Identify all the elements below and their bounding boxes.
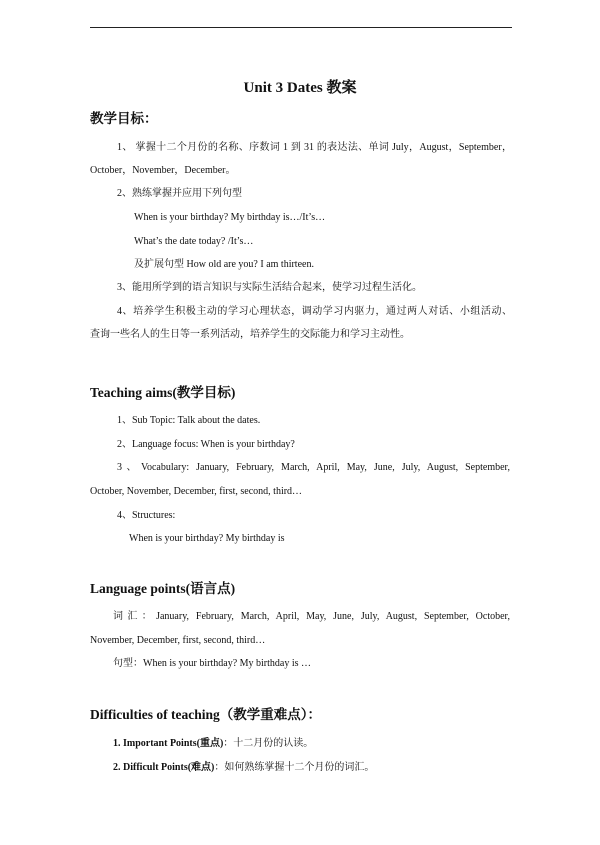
cn-aims-item1-line1: 1、 掌握十二个月份的名称、序数词 1 到 31 的表达法、单词 July，August，September，: [117, 142, 512, 153]
teaching-aims-item2: 2、Language focus: When is your birthday?: [117, 439, 295, 450]
difficult-text: ：如何熟练掌握十二个月份的词汇。: [214, 762, 375, 773]
cn-aims-item4-line2: 查询一些名人的生日等一系列活动，培养学生的交际能力和学习主动性。: [90, 329, 410, 340]
difficult-label: 2. Difficult Points(难点): [113, 762, 215, 773]
cn-aims-pattern3: 及扩展句型 How old are you? I am thirteen.: [134, 259, 314, 270]
teaching-aims-item3-line1: 3、Vocabulary: January, February, March, April, May, June, July, August, September,: [117, 462, 510, 473]
teaching-aims-heading: Teaching aims(教学目标): [90, 385, 236, 400]
top-rule: [90, 27, 512, 28]
language-points-vocab-line2: November, December, first, second, third…: [90, 635, 266, 646]
teaching-aims-item1: 1、Sub Topic: Talk about the dates.: [117, 415, 261, 426]
teaching-aims-structure: When is your birthday? My birthday is: [129, 533, 285, 544]
teaching-aims-item3-line2: October, November, December, first, second, third…: [90, 486, 303, 497]
teaching-aims-item4: 4、Structures:: [117, 510, 176, 521]
difficulties-difficult: [113, 761, 374, 775]
cn-aims-heading: 教学目标：: [90, 111, 158, 126]
page-title: Unit 3 Dates 教案: [243, 80, 357, 96]
cn-aims-pattern2: What’s the date today? /It’s…: [134, 236, 254, 247]
difficulties-important: [113, 737, 313, 751]
important-text: ：十二月份的认读。: [223, 738, 314, 749]
cn-aims-item3: 3、能用所学到的语言知识与实际生活结合起来，使学习过程生活化。: [117, 282, 422, 293]
cn-aims-pattern1: When is your birthday? My birthday is…/It’s…: [134, 212, 326, 223]
important-label: 1. Important Points(重点): [113, 738, 224, 749]
language-points-heading: Language points(语言点): [90, 581, 236, 596]
cn-aims-item1-line2: October，November，December。: [90, 165, 236, 176]
difficulties-heading: Difficulties of teaching（教学重难点）：: [90, 707, 321, 722]
cn-aims-item4-line1: 4、培养学生积极主动的学习心理状态，调动学习内驱力，通过两人对话、小组活动、: [117, 306, 512, 317]
language-points-sentence: 句型：When is your birthday? My birthday is …: [113, 658, 312, 669]
language-points-vocab-line1: 词汇：January, February, March, April, May, June, July, August, September, October,: [113, 611, 510, 622]
cn-aims-item2: 2、熟练掌握并应用下列句型: [117, 188, 242, 199]
